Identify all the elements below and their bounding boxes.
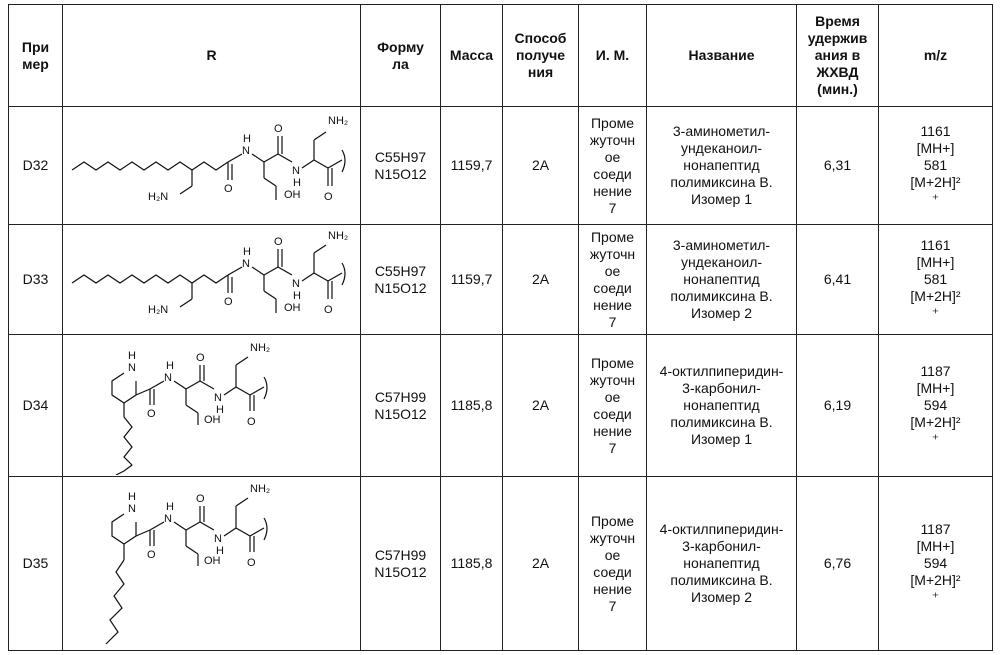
header-im: И. М. [579,5,647,107]
cell-mass: 1185,8 [441,335,503,477]
cell-mz: 1187 [MH+] 594 [M+2H]² ⁺ [879,335,993,477]
h-label: H [165,359,174,372]
h-label: H [242,132,251,145]
carbonyl-o-label: O [223,295,233,308]
cell-name: 4-октилпиперидин- 3-карбонил- нонапептид полимиксина В. Изомер 2 [647,477,797,651]
cell-example: D32 [9,107,63,225]
nh-label: N [241,257,250,270]
hydroxyl-label: OH [283,188,300,201]
carbonyl-o-label: O [223,182,233,195]
h-label: H [127,490,136,503]
carbonyl-o-label: O [195,351,205,364]
cell-example: D35 [9,477,63,651]
cell-retention-time: 6,76 [797,477,879,651]
nh-label: N [163,512,172,525]
nh-label: N [213,391,222,404]
structure-drawing [92,337,332,475]
header-formula: Форму ла [361,5,441,107]
cell-method: 2A [503,477,579,651]
nh-label: N [213,532,222,545]
amine-label: NH₂ [249,341,270,354]
cell-formula: C57H99 N15O12 [361,477,441,651]
table-row [9,477,993,651]
carbonyl-o-label: O [273,235,283,248]
h-label: H [242,245,251,258]
header-mz: m/z [879,5,993,107]
header-row [9,5,993,107]
nh-label: N [163,371,172,384]
cell-method: 2A [503,335,579,477]
carbonyl-o-label: O [146,407,156,420]
table-row [9,335,993,477]
cell-structure [63,107,361,225]
cell-retention-time: 6,41 [797,225,879,335]
cell-mass: 1159,7 [441,225,503,335]
header-method: Способ получе ния [503,5,579,107]
cell-mz: 1161 [MH+] 581 [M+2H]² ⁺ [879,107,993,225]
ring-n-label: N [127,361,136,374]
carbonyl-o-label: O [195,492,205,505]
cell-example: D34 [9,335,63,477]
amine-label: H₂N [147,190,168,203]
nh-label: N [241,144,250,157]
cell-name: 3-аминометил- ундеканоил- нонапептид полимиксина В. Изомер 2 [647,225,797,335]
cell-structure [63,225,361,335]
hydroxyl-label: OH [203,554,220,567]
hydroxyl-label: OH [283,301,300,314]
carbonyl-o-label: O [273,122,283,135]
amine-label: NH₂ [249,482,270,495]
cell-method: 2A [503,225,579,335]
compound-table [8,4,993,651]
h-label: H [292,176,301,189]
carbonyl-o-label: O [146,548,156,561]
h-label: H [127,349,136,362]
cell-retention-time: 6,19 [797,335,879,477]
header-example: При мер [9,5,63,107]
amine-label: NH₂ [327,114,348,127]
h-label: H [292,289,301,302]
amine-label: H₂N [147,303,168,316]
cell-mz: 1161 [MH+] 581 [M+2H]² ⁺ [879,225,993,335]
cell-structure [63,335,361,477]
structure-drawing [92,480,332,648]
cell-im: Проме жуточн ое соеди нение 7 [579,107,647,225]
cell-example: D33 [9,225,63,335]
cell-method: 2A [503,107,579,225]
carbonyl-o-label: O [246,415,256,428]
amine-label: NH₂ [327,229,348,242]
cell-im: Проме жуточн ое соеди нение 7 [579,335,647,477]
cell-mass: 1159,7 [441,107,503,225]
carbonyl-o-label: O [323,303,333,316]
cell-mz: 1187 [MH+] 594 [M+2H]² ⁺ [879,477,993,651]
h-label: H [215,544,224,557]
header-retention-time: Время удержив ания в ЖХВД (мин.) [797,5,879,107]
header-name: Название [647,5,797,107]
nh-label: N [291,277,300,290]
hydroxyl-label: OH [203,413,220,426]
cell-name: 4-октилпиперидин- 3-карбонил- нонапептид полимиксина В. Изомер 1 [647,335,797,477]
cell-retention-time: 6,31 [797,107,879,225]
header-mass: Масса [441,5,503,107]
nh-label: N [291,164,300,177]
ring-n-label: N [127,502,136,515]
h-label: H [215,403,224,416]
cell-mass: 1185,8 [441,477,503,651]
cell-formula: C57H99 N15O12 [361,335,441,477]
h-label: H [165,500,174,513]
table-row [9,225,993,335]
cell-structure [63,477,361,651]
table-row [9,107,993,225]
cell-im: Проме жуточн ое соеди нение 7 [579,225,647,335]
carbonyl-o-label: O [323,190,333,203]
carbonyl-o-label: O [246,556,256,569]
cell-im: Проме жуточн ое соеди нение 7 [579,477,647,651]
cell-name: 3-аминометил- ундеканоил- нонапептид полимиксина В. Изомер 1 [647,107,797,225]
structure-drawing [66,110,358,222]
cell-formula: C55H97 N15O12 [361,225,441,335]
header-r: R [63,5,361,107]
cell-formula: C55H97 N15O12 [361,107,441,225]
structure-drawing [66,227,358,333]
